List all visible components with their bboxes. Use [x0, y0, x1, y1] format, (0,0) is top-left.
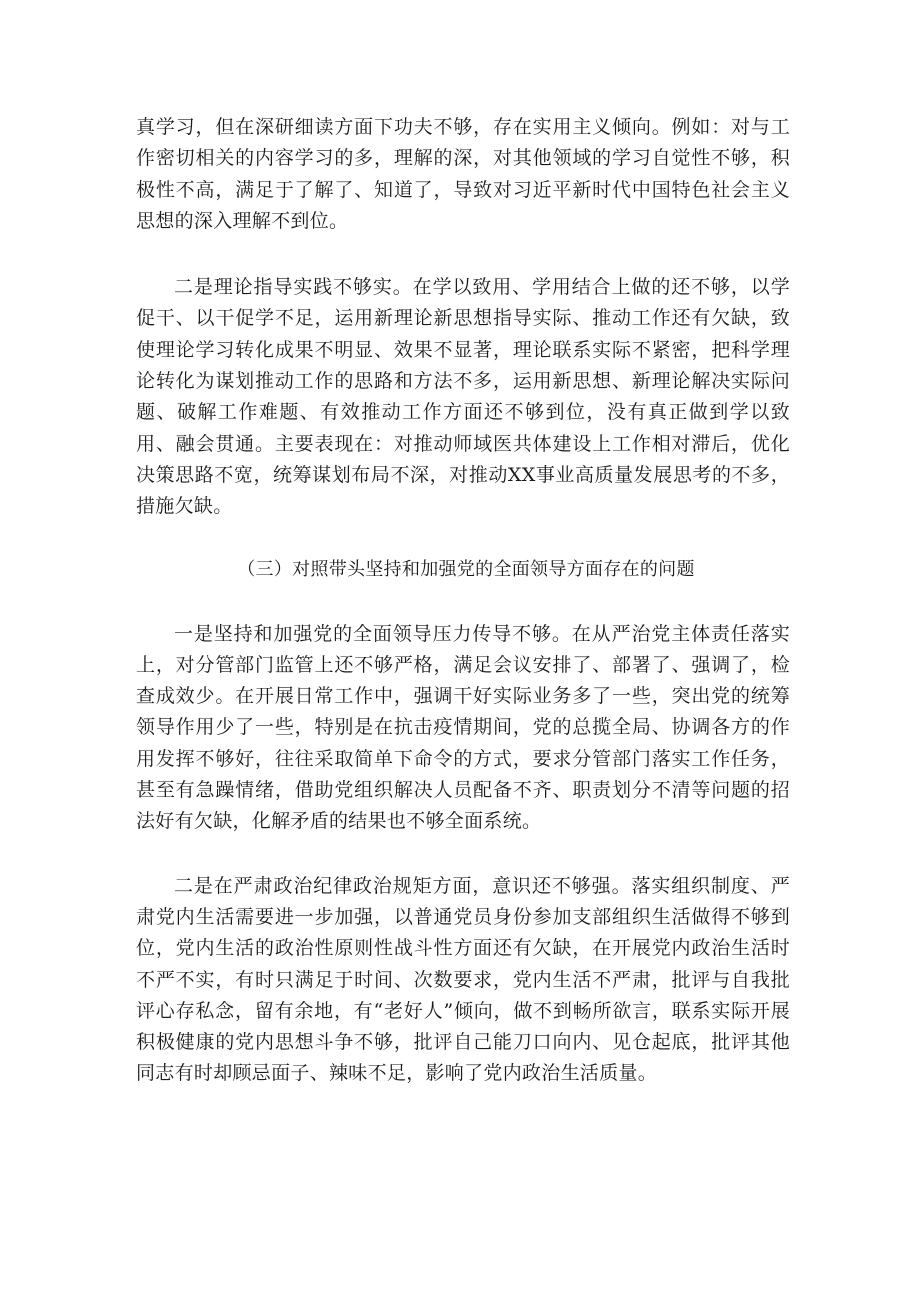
- paragraph-spacer: [136, 523, 790, 554]
- document-page: [136, 112, 790, 1090]
- section-heading-three: （三）对照带头坚持和加强党的全面领导方面存在的问题: [237, 558, 695, 580]
- paragraph-study-continuation: 真学习，但在深研细读方面下功夫不够，存在实用主义倾向。例如：对与工作密切相关的内容学习的多，理解的深，对其他领域的学习自觉性不够，积极性不高，满足于了解了、知道了，导致对习近平新时代中国特色社会主义思想的深入理解不到位。: [136, 116, 790, 232]
- paragraph-spacer: [136, 585, 790, 619]
- paragraph-spacer: [136, 237, 790, 272]
- paragraph-party-leadership: 一是坚持和加强党的全面领导压力传导不够。在从严治党主体责任落实上，对分管部门监管上还不够严格，满足会议安排了、部署了、强调了，检查成效少。在开展日常工作中，强调干好实际业务多了一些，突出党的统筹领导作用少了一些，特别是在抗击疫情期间，党的总揽全局、协调各方的作用发挥不够好，往往采取简单下命令的方式，要求分管部门落实工作任务，甚至有急躁情绪，借助党组织解决人员配备不齐、职责划分不清等问题的招法好有欠缺，化解矛盾的结果也不够全面系统。: [136, 622, 790, 833]
- paragraph-political-discipline: 二是在严肃政治纪律政治规矩方面，意识还不够强。落实组织制度、严肃党内生活需要进一步加强，以普通党员身份参加支部组织生活做得不够到位，党内生活的政治性原则性战斗性方面还有欠缺，在开展党内政治生活时不严不实，有时只满足于时间、次数要求，党内生活不严肃，批评与自我批评心存私念，留有余地，有“老好人”倾向，做不到畅所欲言，联系实际开展积极健康的党内思想斗争不够，批评自己能刀口向内、见仓起底，批评其他同志有时却顾忌面子、辣味不足，影响了党内政治生活质量。: [136, 874, 790, 1085]
- paragraph-theory-practice: 二是理论指导实践不够实。在学以致用、学用结合上做的还不够，以学促干、以干促学不足，运用新理论新思想指导实际、推动工作还有欠缺，致使理论学习转化成果不明显、效果不显著，理论联系实际不紧密，把科学理论转化为谋划推动工作的思路和方法不多，运用新思想、新理论解决实际问题、破解工作难题、有效推动工作方面还不够到位，没有真正做到学以致用、融会贯通。主要表现在：对推动师域医共体建设上工作相对滞后，优化决策思路不宽，统筹谋划布局不深，对推动XX事业高质量发展思考的不多，措施欠缺。: [136, 276, 790, 518]
- paragraph-spacer: [136, 838, 790, 871]
